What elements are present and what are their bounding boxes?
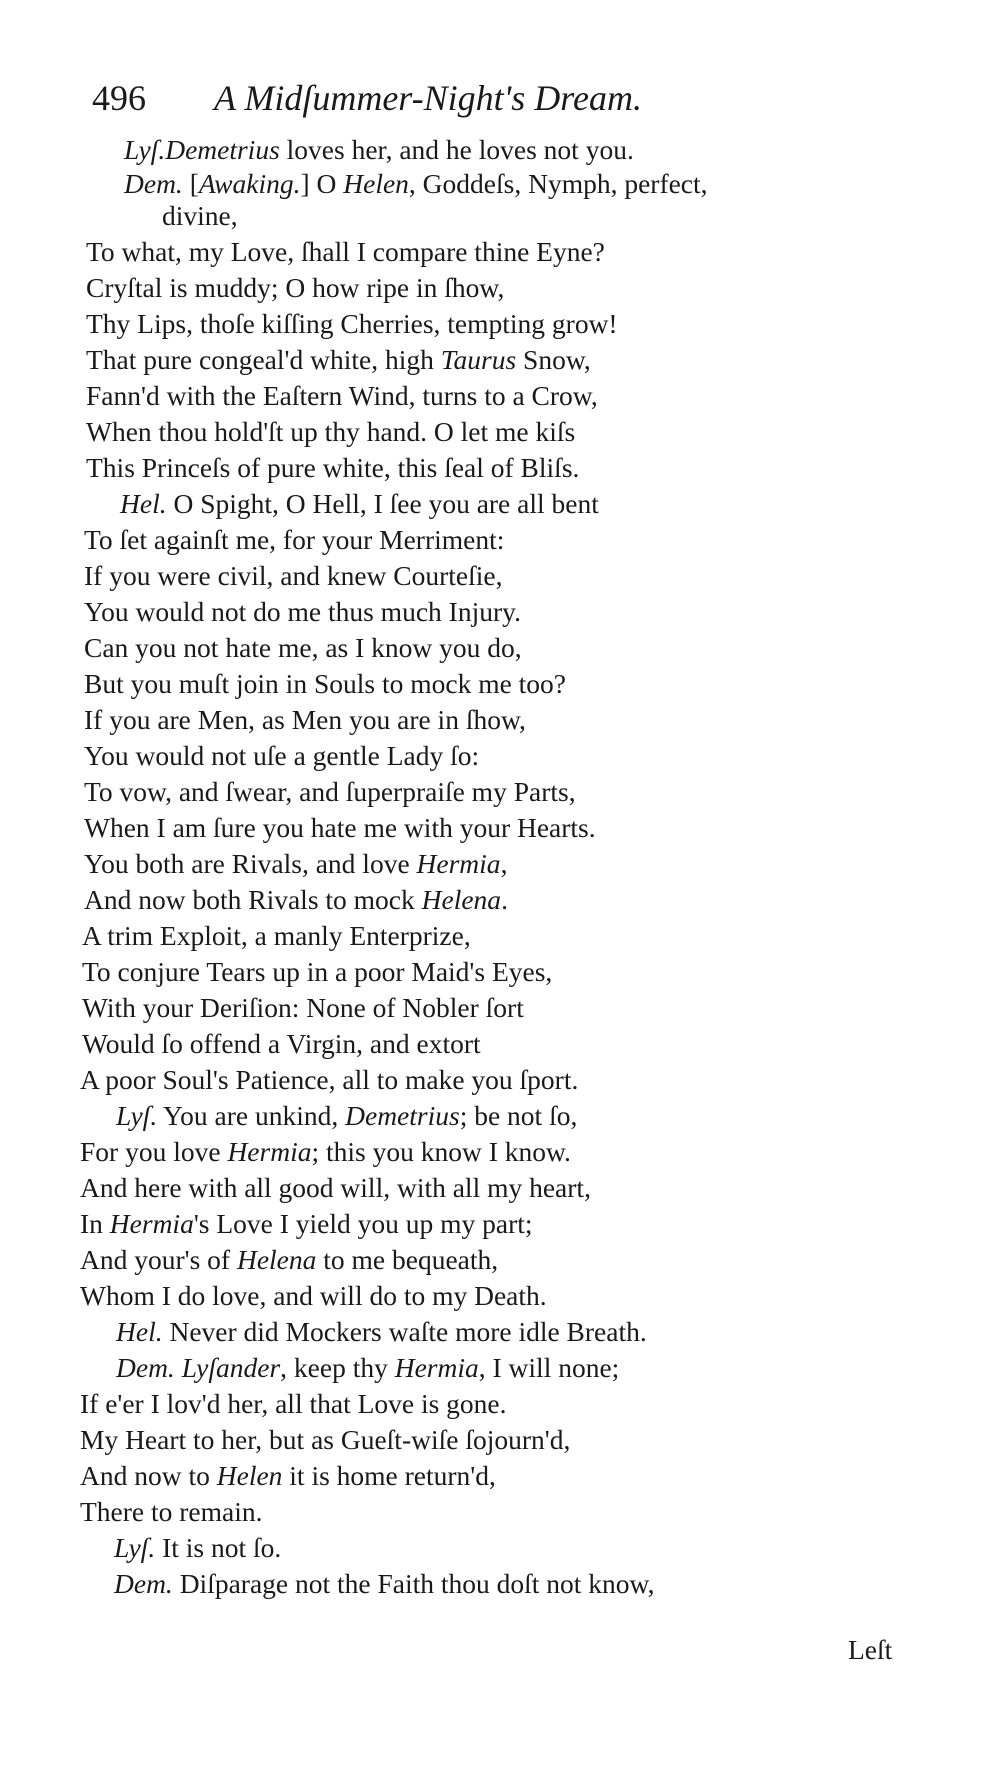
speaker-name: Dem. (114, 1568, 173, 1599)
text-line: Lyſ.Demetrius loves her, and he loves not you. (124, 134, 634, 165)
text-line: If e'er I lov'd her, all that Love is gone. (80, 1388, 507, 1419)
text-line: Hel. O Spight, O Hell, I ſee you are all bent (120, 488, 599, 519)
speaker-name: Lyſ. (114, 1532, 156, 1563)
running-title: A Midſummer-Night's Dream. (214, 78, 642, 118)
speaker-name: Dem. (116, 1352, 175, 1383)
text-line: In Hermia's Love I yield you up my part; (80, 1208, 533, 1239)
text-line: This Princeſs of pure white, this ſeal of Bliſs. (86, 452, 580, 483)
text-line: Whom I do love, and will do to my Death. (80, 1280, 547, 1311)
text-line: Cryſtal is muddy; O how ripe in ſhow, (86, 272, 505, 303)
text-line: Dem. Diſparage not the Faith thou doſt not know, (114, 1568, 655, 1599)
text-line: Would ſo offend a Virgin, and extort (82, 1028, 481, 1059)
running-header (92, 78, 792, 118)
text-line: To what, my Love, ſhall I compare thine Eyne? (86, 236, 605, 267)
text-line: To vow, and ſwear, and ſuperpraiſe my Parts, (84, 776, 576, 807)
speaker-name: Dem. (124, 168, 183, 199)
text-line: Fann'd with the Eaſtern Wind, turns to a Crow, (86, 380, 598, 411)
text-line: Dem. [Awaking.] O Helen, Goddeſs, Nymph, perfect, (124, 168, 708, 199)
speaker-name: Hel. (116, 1316, 163, 1347)
text-line: divine, (162, 200, 238, 231)
text-line: You would not do me thus much Injury. (84, 596, 521, 627)
text-line: And now to Helen it is home return'd, (80, 1460, 496, 1491)
text-line: If you were civil, and knew Courteſie, (84, 560, 503, 591)
text-line: Lyſ. You are unkind, Demetrius; be not ſo, (116, 1100, 578, 1131)
text-line: To ſet againſt me, for your Merriment: (84, 524, 505, 555)
speaker-name: Lyſ. (124, 134, 166, 165)
text-line: When I am ſure you hate me with your Hearts. (84, 812, 596, 843)
text-line: For you love Hermia; this you know I know. (80, 1136, 571, 1167)
text-line: Dem. Lyſander, keep thy Hermia, I will none; (116, 1352, 620, 1383)
text-line: If you are Men, as Men you are in ſhow, (84, 704, 526, 735)
speaker-name: Hel. (120, 488, 167, 519)
text-line: And here with all good will, with all my heart, (80, 1172, 591, 1203)
text-line: That pure congeal'd white, high Taurus Snow, (86, 344, 591, 375)
page-number: 496 (92, 78, 146, 118)
text-line: With your Deriſion: None of Nobler ſort (82, 992, 524, 1023)
text-line: A trim Exploit, a manly Enterprize, (82, 920, 471, 951)
text-line: To conjure Tears up in a poor Maid's Eyes, (82, 956, 553, 987)
speaker-name: Lyſ. (116, 1100, 158, 1131)
text-line: Thy Lips, thoſe kiſſing Cherries, tempting grow! (86, 308, 618, 339)
catchword: Leſt (848, 1634, 893, 1665)
text-line: Can you not hate me, as I know you do, (84, 632, 522, 663)
text-line: Hel. Never did Mockers waſte more idle Breath. (116, 1316, 647, 1347)
text-line: But you muſt join in Souls to mock me too? (84, 668, 567, 699)
text-line: You both are Rivals, and love Hermia, (84, 848, 508, 879)
text-line: And now both Rivals to mock Helena. (84, 884, 508, 915)
text-line: You would not uſe a gentle Lady ſo: (84, 740, 480, 771)
text-line: There to remain. (80, 1496, 263, 1527)
text-line: A poor Soul's Patience, all to make you ſport. (80, 1064, 579, 1095)
text-line: And your's of Helena to me bequeath, (80, 1244, 499, 1275)
text-line: Lyſ. It is not ſo. (114, 1532, 282, 1563)
text-line: When thou hold'ſt up thy hand. O let me kiſs (86, 416, 576, 447)
text-line: My Heart to her, but as Gueſt-wiſe ſojourn'd, (80, 1424, 571, 1455)
